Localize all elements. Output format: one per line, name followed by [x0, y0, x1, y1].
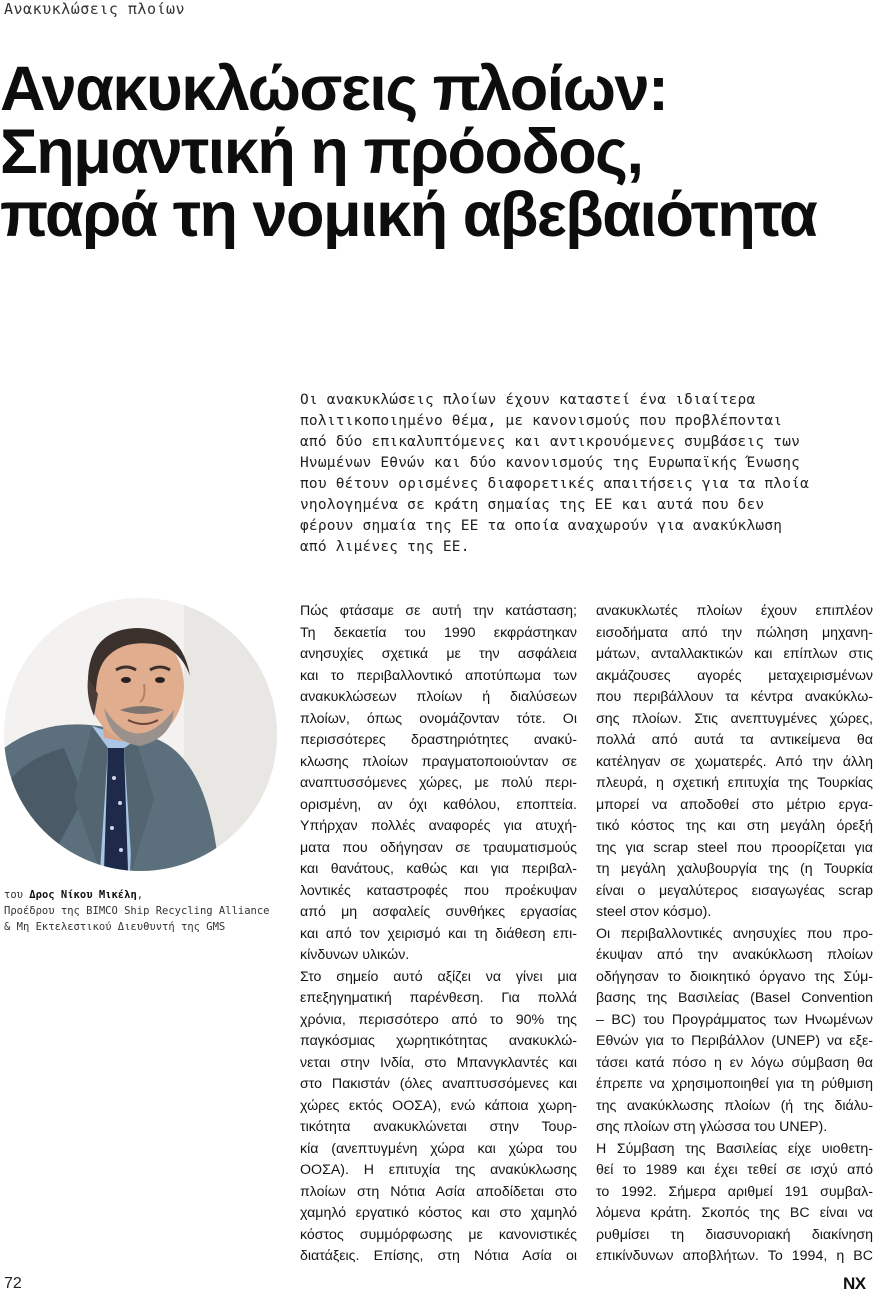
body-line: πλευρά, η σχετική επιτυχία της Τουρκίας	[596, 775, 873, 791]
body-line: λοντικές καταστροφές που προέκυψαν	[300, 882, 577, 899]
body-line: τικότητα ανακυκλώνεται στην Τουρ-	[300, 1119, 577, 1135]
body-line: κίνδυνων υλικών.	[300, 947, 410, 963]
body-line: είναι ο μεγαλύτερος εισαγωγέας scrap	[596, 882, 873, 899]
body-line: πλοίων, όπως ονομάζονταν τότε. Οι	[300, 710, 577, 727]
body-line: πολλά από αυτά τα αντικείμενα θα	[596, 732, 873, 748]
author-portrait-illustration	[4, 598, 277, 871]
body-line: στο Πακιστάν (όλες αναπτυσσόμενες και	[300, 1076, 577, 1092]
body-line: – BC) του Προγράμματος των Ηνωμένων	[596, 1011, 873, 1028]
body-line: ματα που οδήγησαν σε τραυματισμούς	[300, 839, 577, 856]
body-line: και θανάτους, καθώς και για περιβαλ-	[300, 861, 577, 877]
body-line: ανακυκλωτές πλοίων έχουν επιπλέον	[596, 603, 873, 619]
body-line: μπορεί να αποδοθεί στο μέτριο εργα-	[596, 796, 873, 813]
body-column-1	[300, 601, 577, 1268]
body-line: χρόνια, περισσότερο από το 90% της	[300, 1011, 577, 1028]
body-line: ανησυχίες σχετικά με την ασφάλεια	[300, 646, 577, 662]
lede-line: φέρουν σημαία της ΕΕ τα οποία αναχωρούν για ανακύκλωση	[300, 518, 783, 534]
body-line: της ανακύκλωσης πλοίων (ή της διάλυ-	[596, 1097, 873, 1114]
title-line: Ανακυκλώσεις πλοίων:	[0, 54, 668, 124]
body-line: Η Σύμβαση της Βασιλείας είχε υιοθετη-	[596, 1140, 873, 1157]
body-line: Οι περιβαλλοντικές ανησυχίες που προ-	[596, 925, 873, 942]
body-line: χώρες εκτός ΟΟΣΑ), ενώ κάποια χωρη-	[300, 1097, 577, 1114]
lede-line: πολιτικοποιημένο θέμα, με κανονισμούς που προβλέπονται	[300, 413, 783, 429]
article-lede	[300, 390, 868, 558]
author-name: Δρος Νίκου Μικέλη	[29, 889, 137, 901]
body-line: λόμενα κράτη. Σκοπός της BC είναι να	[596, 1205, 873, 1221]
author-role: Προέδρου της BIMCO Ship Recycling Alliance	[4, 905, 270, 917]
author-portrait	[4, 598, 277, 871]
body-line: έπρεπε να χρησιμοποιηθεί για τη ρύθμιση	[596, 1076, 873, 1092]
lede-line: νηολογημένα σε κράτη σημαίας της ΕΕ και αυτά που δεν	[300, 497, 765, 513]
body-line: το 1992. Σήμερα αριθμεί 191 συμβαλ-	[596, 1183, 873, 1200]
lede-line: από δύο επικαλυπτόμενες και αντικρουόμενες συμβάσεις των	[300, 434, 801, 450]
body-line: ρυθμίσει τη διασυνοριακή διακίνηση	[596, 1226, 873, 1243]
body-line: ανακυκλώσεων πλοίων ή διαλύσεων	[300, 689, 577, 705]
lede-line: που θέτουν ορισμένες διαφορετικές απαιτήσεις για τα πλοία	[300, 476, 809, 492]
body-line: ΟΟΣΑ). Η επιτυχία της ανακύκλωσης	[300, 1162, 577, 1178]
body-line: Τη δεκαετία του 1990 εκφράστηκαν	[300, 624, 577, 641]
body-line: έκυψαν από την ανακύκλωση πλοίων	[596, 947, 873, 963]
body-line: Πώς φτάσαμε σε αυτή την κατάσταση;	[300, 603, 577, 619]
body-line: κόστος συμμόρφωσης με κανονιστικές	[300, 1226, 577, 1243]
author-prefix: του	[4, 889, 30, 901]
body-line: χαμηλό εργατικό κόστος και στο χαμηλό	[300, 1205, 577, 1221]
body-line: επεξηγηματική παρένθεση. Για πολλά	[300, 990, 577, 1006]
body-line: Υπήρχαν πολλές αναφορές για ατυχή-	[300, 818, 577, 834]
body-line: νεται στην Ινδία, στο Μπανγκλαντές και	[300, 1054, 577, 1071]
body-line: διατάξεις. Επίσης, στη Νότια Ασία οι	[300, 1248, 577, 1264]
body-line: επικίνδυνων αποβλήτων. Το 1994, η BC	[596, 1248, 873, 1264]
body-line: τικό κόστος της και στη μεγάλη όρεξή	[596, 818, 873, 834]
body-line: παγκόσμιας χωρητικότητας ανακυκλώ-	[300, 1033, 577, 1049]
body-line: Εθνών για το Περιβάλλον (UNEP) να εξε-	[596, 1033, 873, 1049]
publication-logo: NX	[843, 1274, 866, 1293]
body-line: από μη ασφαλείς συνθήκες εργασίας	[300, 904, 577, 920]
body-line: Στο σημείο αυτό αξίζει να γίνει μια	[300, 968, 577, 985]
body-line: κλωσης πλοίων πραγματοποιούνταν σε	[300, 753, 577, 770]
author-role: & Μη Εκτελεστικού Διευθυντή της GMS	[4, 921, 226, 933]
body-column-2	[596, 601, 873, 1268]
body-line: σης πλοίων στη γλώσσα του UNEP).	[596, 1119, 828, 1135]
body-line: εισοδήματα από την πώληση μηχανη-	[596, 624, 873, 641]
page-number: 72	[4, 1275, 22, 1292]
article-title	[0, 54, 873, 250]
body-line: αναπτυσσόμενες χώρες, με πολύ περι-	[300, 775, 577, 791]
body-line: τη μεγάλη χαλυβουργία της (η Τουρκία	[596, 861, 873, 877]
author-suffix: ,	[136, 889, 144, 901]
body-line: ακμάζουσες αγορές μεταχειρισμένων	[596, 667, 873, 684]
body-line: θεί το 1989 και έχει τεθεί σε ισχύ από	[596, 1162, 873, 1178]
lede-line: Ηνωμένων Εθνών και δύο κανονισμούς της Ευρωπαϊκής Ένωσης	[300, 455, 801, 471]
lede-line: από λιμένες της ΕΕ.	[300, 539, 470, 555]
body-line: τάσει κατά πόσο η εν λόγω σύμβαση θα	[596, 1054, 873, 1071]
body-line: της για scrap steel που προορίζεται για	[596, 839, 873, 856]
body-line: κία (ανεπτυγμένη χώρα και χώρα του	[300, 1140, 577, 1157]
body-line: οδήγησαν το διοικητικό όργανο της Σύμ-	[596, 968, 873, 985]
body-line: ορισμένη, αν όχι καθόλου, εποπτεία.	[300, 796, 577, 813]
running-title: Ανακυκλώσεις πλοίων	[4, 0, 186, 18]
body-line: και το περιβαλλοντικό αποτύπωμα των	[300, 667, 577, 684]
body-line: περισσότερες δραστηριότητες ανακύ-	[300, 732, 577, 748]
body-line: κατέληγαν σε χωματερές. Από την άλλη	[596, 753, 873, 770]
title-line: παρά τη νομική αβεβαιότητα	[0, 180, 817, 250]
body-line: και από τον χειρισμό και τη διάθεση επι-	[300, 925, 577, 942]
body-line: βασης της Βασιλείας (Basel Convention	[596, 990, 873, 1006]
body-line: πλοίων στη Νότια Ασία αποδίδεται στο	[300, 1183, 577, 1200]
author-caption	[4, 887, 284, 935]
body-line: μάτων, ανταλλακτικών και επίπλων στις	[596, 646, 873, 662]
lede-line: Οι ανακυκλώσεις πλοίων έχουν καταστεί ένα ιδιαίτερα	[300, 392, 756, 408]
body-line: steel στον κόσμο).	[596, 904, 712, 920]
title-line: Σημαντική η πρόοδος,	[0, 117, 643, 187]
body-line: που περιβάλλουν τα κέντρα ανακύκλω-	[596, 689, 873, 705]
author-byline	[4, 887, 284, 903]
body-line: σης πλοίων. Στις ανεπτυγμένες χώρες,	[596, 710, 873, 727]
